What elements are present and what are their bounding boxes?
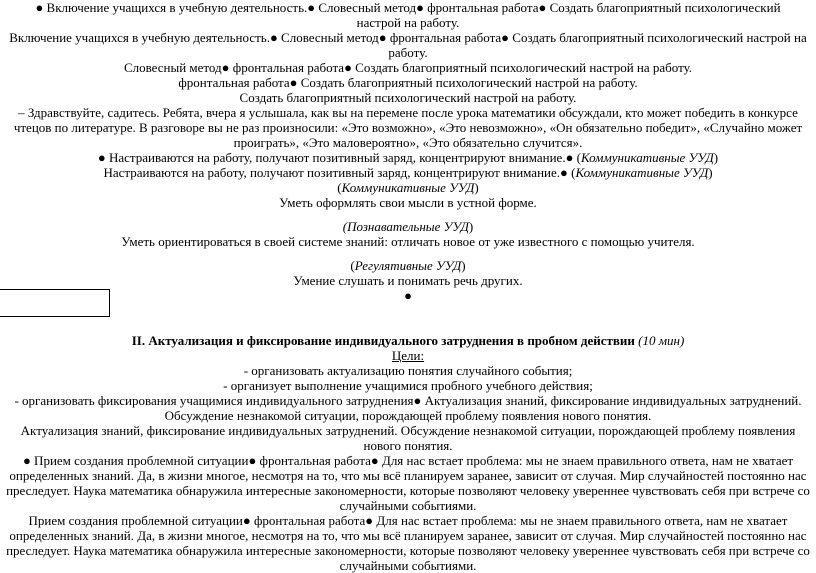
paragraph-teacher-speech: – Здравствуйте, садитесь. Ребята, вчера я услышала, как вы на перемене после урока математики обсуждали, кто может победить в конкурсе чтецов по литературе. В разговоре вы не раз произносили: «Это возможно», «Это невозможно», «Он обязательно победит», «Случайно может проиграть», «Это маловероятно», «Это обязательно случится». — [13, 105, 803, 150]
empty-table-cell — [0, 289, 110, 317]
paragraph-intro-5: Создать благоприятный психологический настрой на работу. — [239, 90, 577, 105]
section-title: II. Актуализация и фиксирование индивидуального затруднения в пробном действии — [131, 333, 635, 348]
bullet-only: ● — [404, 288, 412, 303]
paragraph-method-1: ● Прием создания проблемной ситуации● фронтальная работа● Для нас встает проблема: мы не знаем правильного ответа, нам не хватает определенных знаний. Да, в жизни многое, несмотря на то, что мы всё планируем заранее, зависит от случая. Мир случайностей постоянно нас преследует. Наука математика обнаружила интересные закономерности, которые позволяют человеку увереннее чувствовать себя при встрече со случайными событиями. — [6, 453, 810, 513]
text: ● Настраиваются на работу, получают позитивный заряд, концентрируют внимание.● ( — [97, 150, 581, 165]
paragraph-intro-2: Включение учащихся в учебную деятельность.● Словесный метод● фронтальная работа● Создать благоприятный психологический настрой на работу. — [9, 30, 807, 60]
paragraph-intro-3: Словесный метод● фронтальная работа● Создать благоприятный психологический настрой на работу. — [123, 60, 693, 75]
text: ) — [713, 150, 719, 165]
paragraph-method-2: Прием создания проблемной ситуации● фронтальная работа● Для нас встает проблема: мы не знаем правильного ответа, нам не хватает определенных знаний. Да, в жизни многое, несмотря на то, что мы всё планируем заранее, зависит от случая. Мир случайностей постоянно нас преследует. Наука математика обнаружила интересные закономерности, которые позволяют человеку увереннее чувствовать себя при встрече со случайными событиями. — [6, 513, 810, 573]
text: Настраиваются на работу, получают позитивный заряд, концентрируют внимание.● ( — [103, 165, 576, 180]
paragraph-student-actions-2 — [0, 165, 816, 180]
section-heading — [0, 333, 816, 348]
paragraph-communicative-uud — [0, 180, 816, 195]
spacer — [0, 210, 816, 219]
goal-item: - организовать фиксирования учащимися индивидуального затруднения● Актуализация знаний, фиксирование индивидуальных затруднений. Обсуждение незнакомой ситуации, порождающей проблему появления нового понятия. — [14, 393, 802, 423]
text: ) — [461, 258, 466, 273]
spacer — [0, 303, 816, 333]
paragraph-skill-listen: Умение слушать и понимать речь других. — [293, 273, 523, 288]
paragraph-intro-1: ● Включение учащихся в учебную деятельность.● Словесный метод● фронтальная работа● Создать благоприятный психологический настрой на работу. — [35, 0, 781, 30]
text: ) — [708, 165, 713, 180]
spacer — [0, 249, 816, 258]
uud-label: Коммуникативные УУД — [575, 165, 709, 180]
text: ( — [350, 258, 355, 273]
goals-label: Цели: — [391, 348, 425, 363]
goal-item: - организовать актуализацию понятия случайного события; — [243, 363, 573, 378]
paragraph-intro-4: фронтальная работа● Создать благоприятный психологический настрой на работу. — [178, 75, 638, 90]
paragraph-skill-oral: Уметь оформлять свои мысли в устной форме. — [279, 195, 537, 210]
text: ) — [474, 180, 479, 195]
paragraph-student-actions-1 — [0, 150, 816, 165]
text: ) — [468, 219, 474, 234]
paragraph-skill-orient: Уметь ориентироваться в своей системе знаний: отличать новое от уже известного с помощью учителя. — [121, 234, 695, 249]
goal-item: - организует выполнение учащимися пробного учебного действия; — [223, 378, 593, 393]
uud-label: (Познавательные УУД — [342, 219, 469, 234]
paragraph-cognitive-uud — [0, 219, 816, 234]
section-time: (10 мин) — [634, 333, 685, 348]
paragraph-actualization: Актуализация знаний, фиксирование индивидуальных затруднений. Обсуждение незнакомой ситуации, порождающей проблему появления нового понятия. — [20, 423, 796, 453]
uud-label: Коммуникативные УУД — [341, 180, 475, 195]
uud-label: Регулятивные УУД — [354, 258, 462, 273]
paragraph-regulative-uud — [0, 258, 816, 273]
uud-label: Коммуникативные УУД — [581, 150, 714, 165]
text: ( — [337, 180, 342, 195]
